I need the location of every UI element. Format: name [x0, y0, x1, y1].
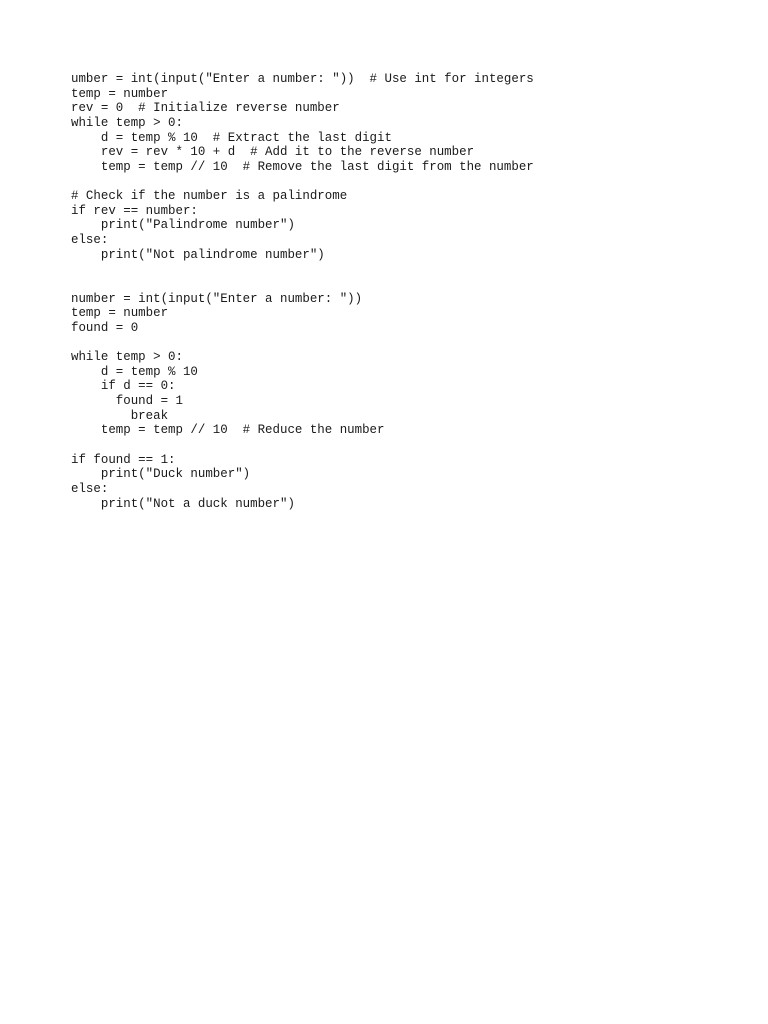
code-line: else: [71, 481, 109, 496]
code-line: print("Duck number") [71, 467, 251, 482]
code-line: d = temp % 10 # Extract the last digit [71, 130, 392, 145]
code-line [71, 277, 534, 292]
code-line: temp = number [71, 86, 169, 101]
code-line [71, 336, 534, 351]
code-line: if d == 0: [71, 379, 176, 394]
code-line: found = 1 [71, 394, 183, 409]
code-line: print("Not a duck number") [71, 496, 295, 511]
code-line: while temp > 0: [71, 115, 183, 130]
code-line: while temp > 0: [71, 350, 183, 365]
code-line: temp = temp // 10 # Reduce the number [71, 423, 385, 438]
code-line [71, 438, 534, 453]
code-line: rev = rev * 10 + d # Add it to the reverse number [71, 145, 475, 160]
code-line: rev = 0 # Initialize reverse number [71, 101, 340, 116]
code-line: temp = number [71, 306, 169, 321]
code-line: if rev == number: [71, 203, 198, 218]
code-line: if found == 1: [71, 452, 176, 467]
code-line: temp = temp // 10 # Remove the last digit from the number [71, 159, 534, 174]
code-line [71, 174, 534, 189]
code-line [71, 262, 534, 277]
code-line: print("Palindrome number") [71, 218, 295, 233]
code-line: print("Not palindrome number") [71, 247, 325, 262]
code-line: # Check if the number is a palindrome [71, 189, 348, 204]
code-line: break [71, 408, 169, 423]
code-line: else: [71, 233, 109, 248]
code-line: umber = int(input("Enter a number: ")) # Use int for integers [71, 72, 534, 86]
code-line: number = int(input("Enter a number: ")) [71, 291, 363, 306]
code-block [71, 72, 534, 511]
code-line: found = 0 [71, 320, 139, 335]
code-line: d = temp % 10 [71, 364, 198, 379]
